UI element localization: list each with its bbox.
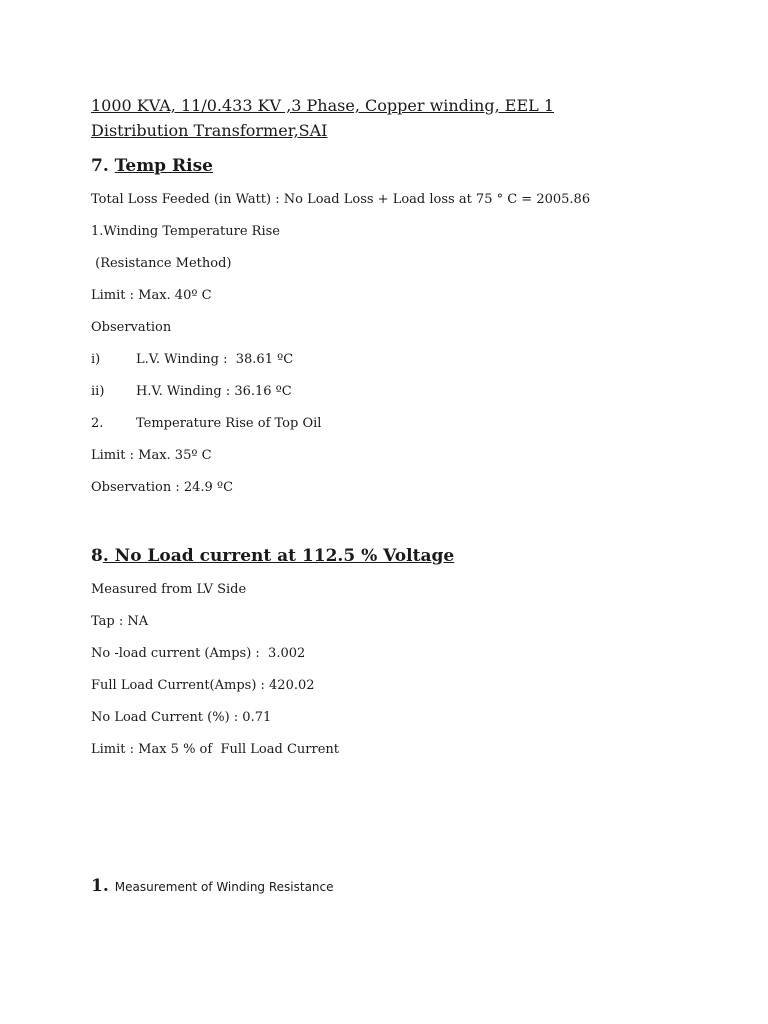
full-load-current-line: Full Load Current(Amps) : 420.02 [91, 678, 315, 693]
no-load-current-line: No -load current (Amps) : 3.002 [91, 646, 306, 661]
obs-item-label: 2. [91, 416, 104, 431]
section-7-heading [91, 155, 213, 177]
obs-item-text: L.V. Winding : 38.61 ºC [136, 352, 294, 367]
observation-label: Observation [91, 320, 172, 335]
limit-line-1: Limit : Max. 40º C [91, 288, 212, 303]
section-1-number: 1. [91, 876, 109, 896]
section-8-title: . No Load current at 112.5 % Voltage [102, 546, 455, 566]
section-1-title: Measurement of Winding Resistance [114, 880, 334, 894]
section-7-title: Temp Rise [114, 156, 213, 176]
section-7-number: 7. [91, 156, 115, 176]
section-1-heading [91, 876, 334, 896]
winding-rise-line: 1.Winding Temperature Rise [91, 224, 280, 239]
method-line: (Resistance Method) [91, 256, 232, 271]
obs-item-label: ii) [91, 384, 105, 399]
limit-line-3: Limit : Max 5 % of Full Load Current [91, 742, 340, 757]
no-load-percent-line: No Load Current (%) : 0.71 [91, 710, 272, 725]
measured-line: Measured from LV Side [91, 582, 247, 597]
section-8-heading [91, 545, 454, 567]
tap-line: Tap : NA [91, 614, 149, 629]
document-title: 1000 KVA, 11/0.433 KV ,3 Phase, Copper winding, EEL 1 Distribution Transformer,SAI [91, 96, 555, 140]
limit-line-2: Limit : Max. 35º C [91, 448, 212, 463]
section-8-number: 8 [91, 546, 103, 566]
obs-item-text: H.V. Winding : 36.16 ºC [136, 384, 292, 399]
observation-line-2: Observation : 24.9 ºC [91, 480, 234, 495]
obs-item-label: i) [91, 352, 101, 367]
total-loss-line: Total Loss Feeded (in Watt) : No Load Loss + Load loss at 75 ° C = 2005.86 [91, 192, 591, 207]
obs-item-text: Temperature Rise of Top Oil [136, 416, 322, 431]
